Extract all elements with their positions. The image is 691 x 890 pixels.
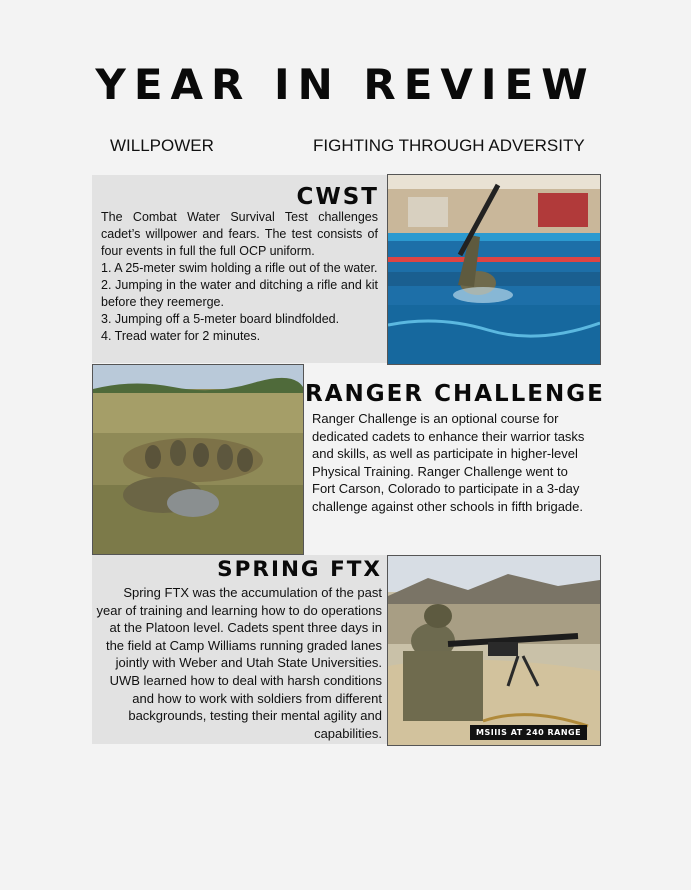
ranger-photo — [92, 364, 304, 555]
spring-heading: SPRING FTX — [217, 557, 382, 582]
cwst-step-3: 3. Jumping off a 5-meter board blindfolded. — [101, 312, 340, 326]
ranger-body: Ranger Challenge is an optional course for dedicated cadets to enhance their warrior tasks and skills, as well as participate in higher-level Physical Training. Ranger Challenge went to Fort Carson, Colorado to participate in a 3-day challenge against other schools in fifth brigade. — [312, 411, 585, 514]
spring-photo — [387, 555, 601, 746]
page-title: YEAR IN REVIEW — [95, 60, 596, 109]
cwst-step-2: 2. Jumping in the water and ditching a rifle and kit before they reemerge. — [101, 278, 378, 309]
subtitle-willpower: WILLPOWER — [110, 136, 214, 155]
cwst-photo — [387, 174, 601, 365]
spring-photo-caption: MSIIIS AT 240 RANGE — [470, 725, 587, 740]
cwst-step-1: 1. A 25-meter swim holding a rifle out of the water. — [101, 261, 378, 275]
spring-body: Spring FTX was the accumulation of the past year of training and learning how to do operations at the Platoon level. Cadets spent three days in the field at Camp Williams running graded lanes jointly with Weber and Utah State Universities. UWB learned how to deal with harsh conditions and how to work with soldiers from different backgrounds, testing their mental agility and capabilities. — [96, 585, 382, 741]
cwst-heading: CWST — [296, 184, 379, 210]
cwst-body — [101, 209, 378, 345]
cwst-intro: The Combat Water Survival Test challenges cadet’s willpower and fears. The test consists of four events in full the full OCP uniform. — [101, 210, 378, 258]
subtitle-adversity: FIGHTING THROUGH ADVERSITY — [313, 136, 585, 155]
cwst-step-4: 4. Tread water for 2 minutes. — [101, 329, 261, 343]
ranger-heading: RANGER CHALLENGE — [305, 381, 605, 407]
